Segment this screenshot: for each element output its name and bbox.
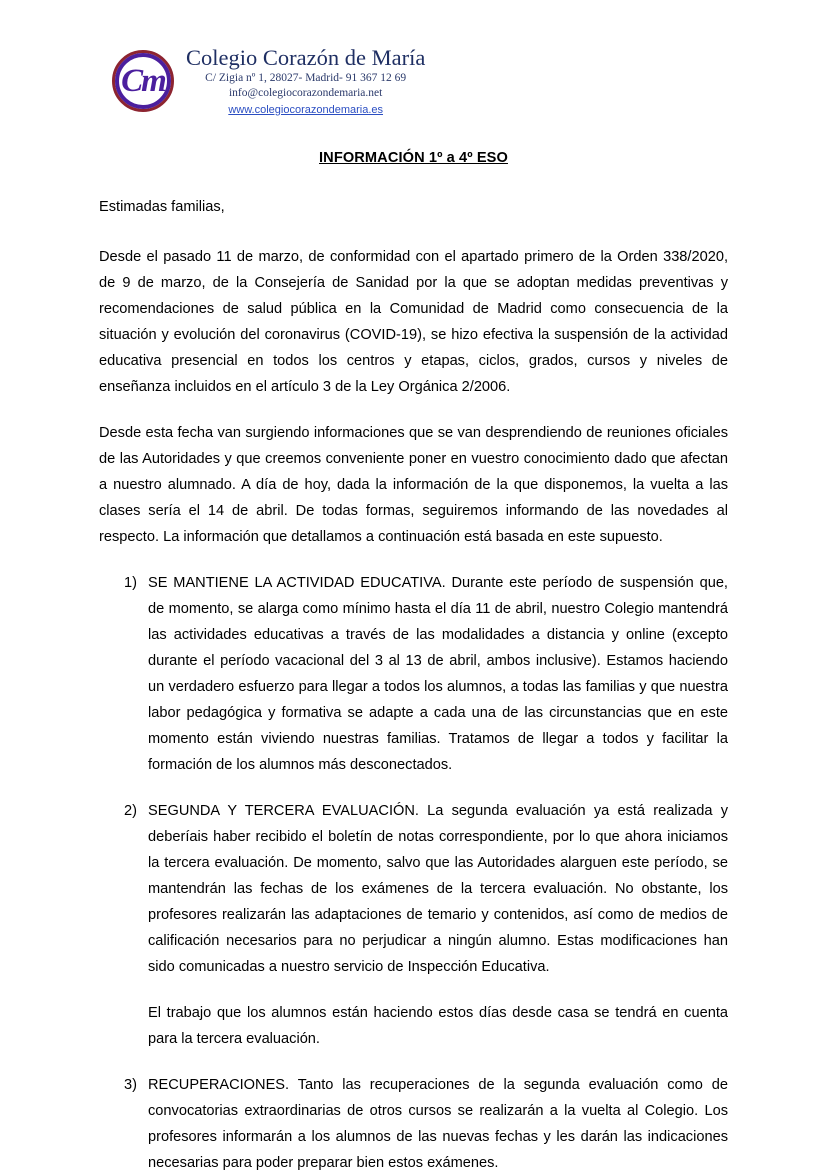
- numbered-list: [99, 570, 728, 1176]
- school-logo-icon: [108, 44, 180, 120]
- school-address: C/ Zigia nº 1, 28027- Madrid- 91 367 12 69: [205, 71, 407, 84]
- document-body: [0, 150, 827, 1176]
- list-item-subparagraph: El trabajo que los alumnos están haciendo estos días desde casa se tendrá en cuenta para la tercera evaluación.: [148, 1005, 728, 1047]
- list-item: [99, 798, 728, 1052]
- school-website-link[interactable]: www.colegiocorazondemaria.es: [228, 103, 383, 116]
- list-item-text: SE MANTIENE LA ACTIVIDAD EDUCATIVA. Durante este período de suspensión que, de momento, se alarga como mínimo hasta el día 11 de abril, nuestro Colegio mantendrá las actividades educativas a través de las modalidades a distancia y online (excepto durante el período vacacional del 3 al 13 de abril, ambos inclusive). Estamos haciendo un verdadero esfuerzo para llegar a todos los alumnos, a todas las familias y que nuestra labor pedagógica y formativa se adapte a cada una de las circunstancias que en este momento están viviendo nuestras familias. Tratamos de llegar a todos y facilitar la formación de los alumnos más desconectados.: [148, 575, 728, 773]
- logo-monogram: Cm: [121, 63, 165, 99]
- intro-paragraph-1: Desde el pasado 11 de marzo, de conformidad con el apartado primero de la Orden 338/2020, de 9 de marzo, de la Consejería de Sanidad por la que se adoptan medidas preventivas y recomendaciones de salud pública en la Comunidad de Madrid como consecuencia de la situación y evolución del coronavirus (COVID-19), se hizo efectiva la suspensión de la actividad educativa presencial en todos los centros y etapas, ciclos, grados, cursos y niveles de enseñanza incluidos en el artículo 3 de la Ley Orgánica 2/2006.: [99, 249, 728, 395]
- list-item: [99, 1072, 728, 1176]
- school-name: Colegio Corazón de María: [186, 45, 426, 70]
- intro-paragraph-2: Desde esta fecha van surgiendo informaciones que se van desprendiendo de reuniones oficiales de las Autoridades y que creemos conveniente poner en vuestro conocimiento dado que afectan a nuestro alumnado. A día de hoy, dada la información de la que disponemos, la vuelta a las clases sería el 14 de abril. De todas formas, seguiremos informando de las novedades al respecto. La información que detallamos a continuación está basada en este supuesto.: [99, 425, 728, 545]
- greeting-line: Estimadas familias,: [99, 199, 225, 215]
- letterhead: [0, 0, 827, 120]
- school-email: info@colegiocorazondemaria.net: [228, 87, 383, 100]
- list-item-text: SEGUNDA Y TERCERA EVALUACIÓN. La segunda evaluación ya está realizada y deberíais haber recibido el boletín de notas correspondiente, por lo que ahora iniciamos la tercera evaluación. De momento, salvo que las Autoridades alarguen este período, se mantendrán las fechas de los exámenes de la tercera evaluación. No obstante, los profesores realizarán las adaptaciones de temario y contenidos, así como de medios de calificación necesarios para no perjudicar a ningún alumno. Estas modificaciones han sido comunicadas a nuestro servicio de Inspección Educativa.: [148, 803, 728, 975]
- list-item: [99, 570, 728, 778]
- letterhead-text-block: [186, 44, 425, 118]
- page-title: INFORMACIÓN 1º a 4º ESO: [319, 150, 508, 166]
- list-item-text: RECUPERACIONES. Tanto las recuperaciones de la segunda evaluación como de convocatorias extraordinarias de otros cursos se realizarán a la vuelta al Colegio. Los profesores informarán a los alumnos de las nuevas fechas y les darán las indicaciones necesarias para poder preparar bien estos exámenes.: [148, 1077, 728, 1171]
